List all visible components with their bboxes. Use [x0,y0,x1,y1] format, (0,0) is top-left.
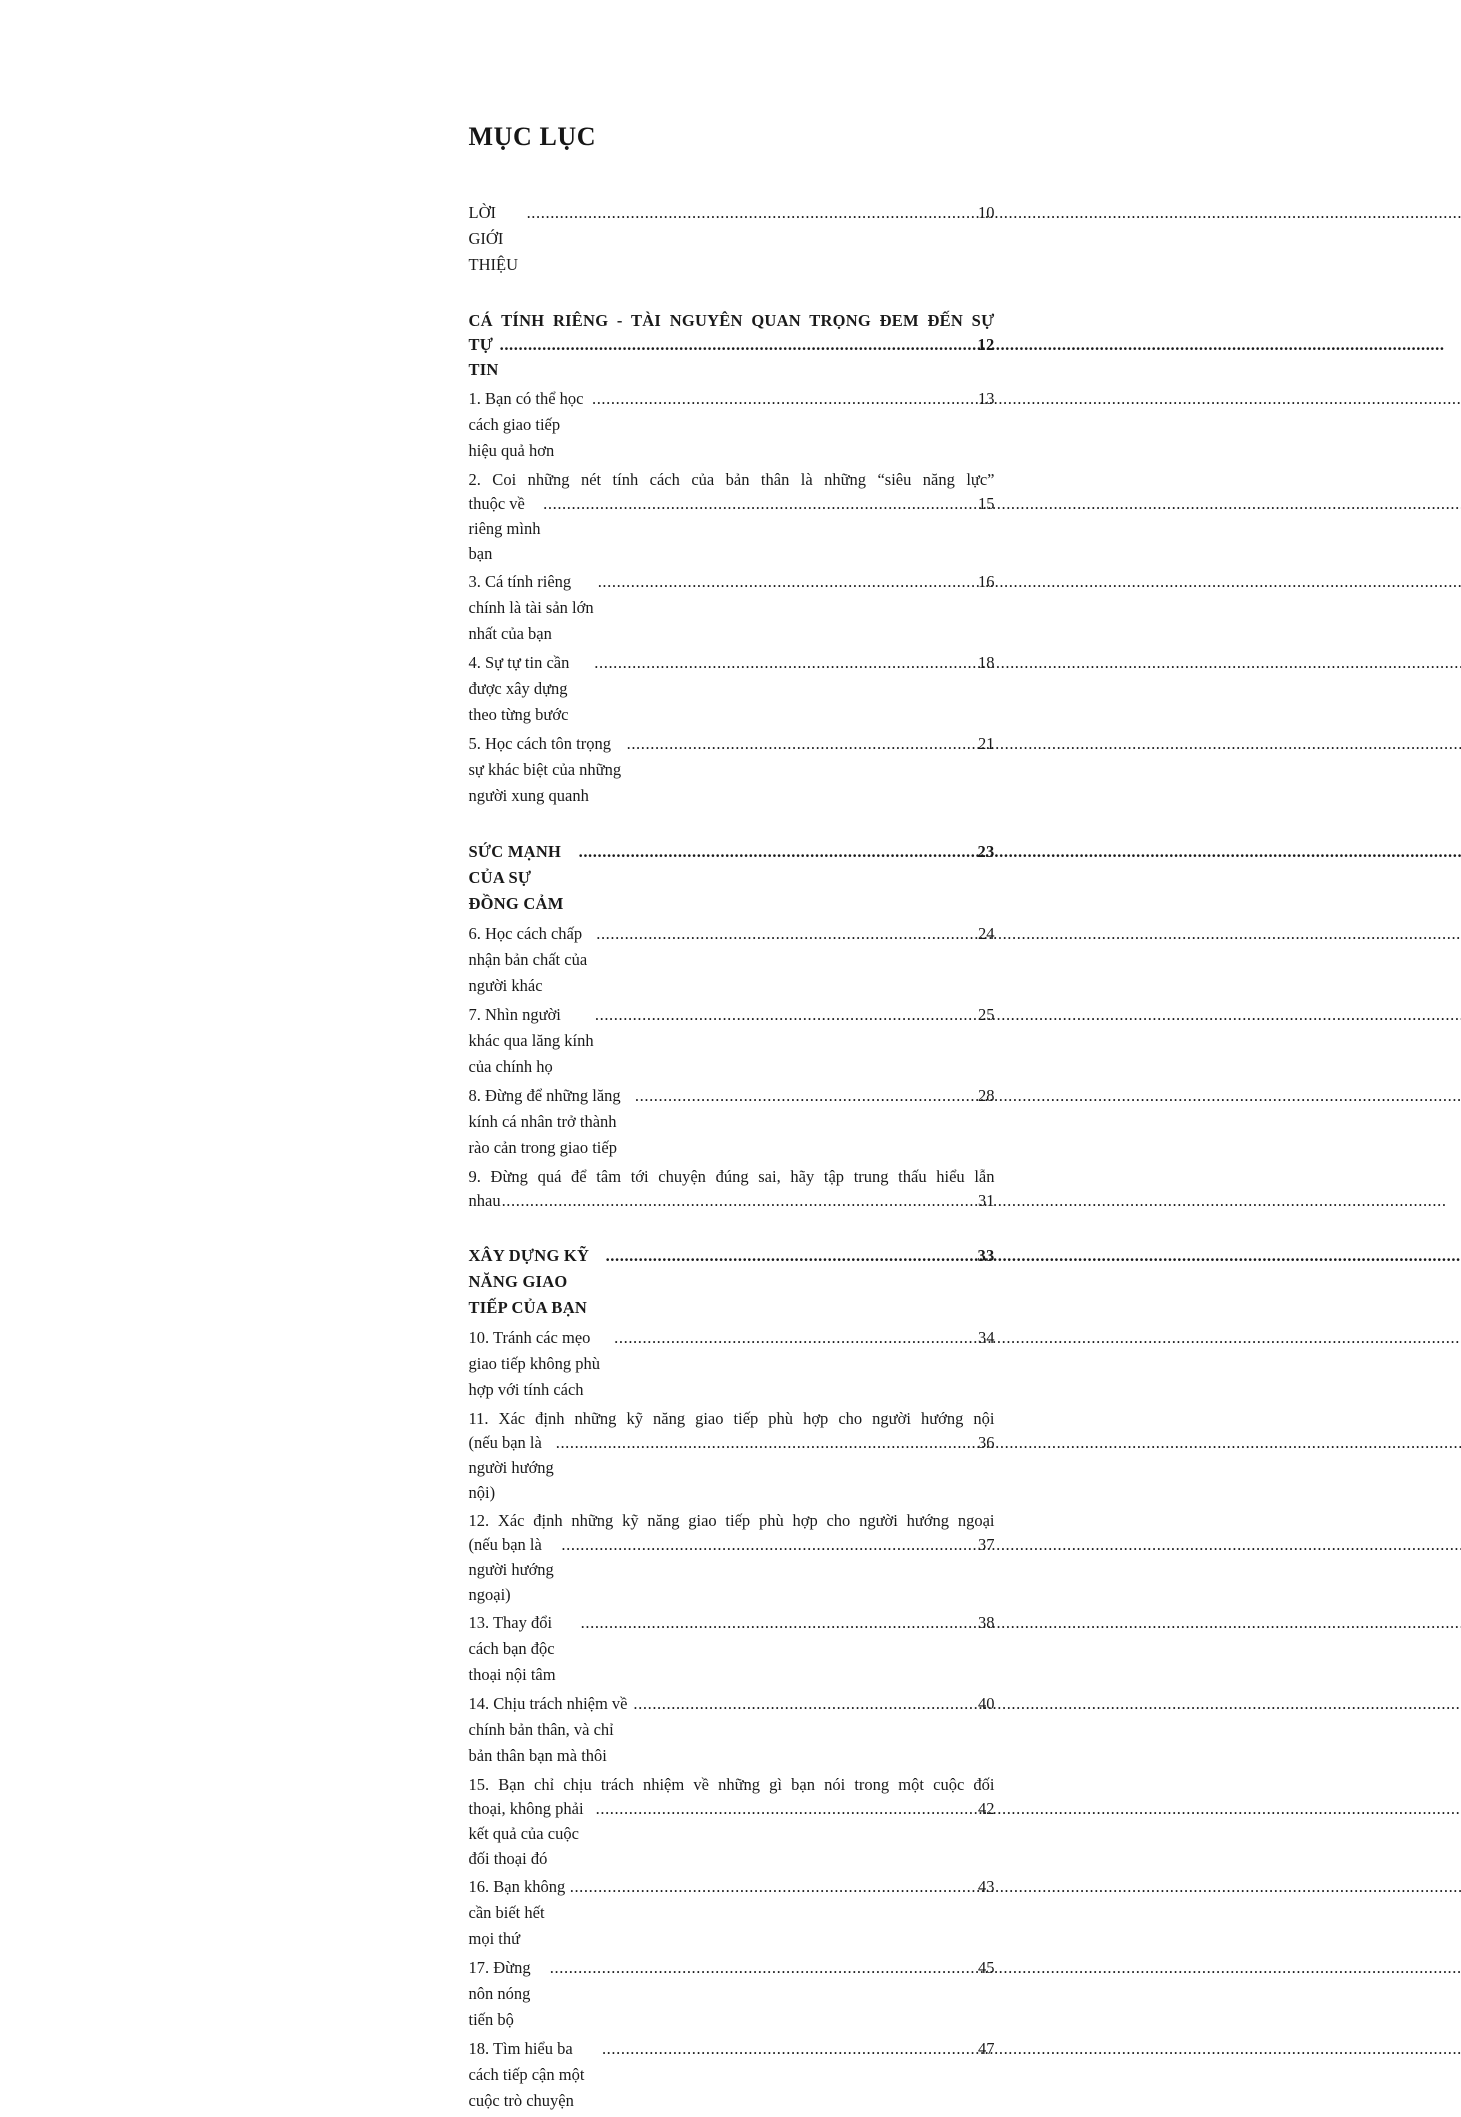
toc-item-label-line2: thuộc về riêng mình bạn [468,494,545,563]
toc-item-entry[interactable] [469,1164,995,1213]
toc-item-label: 7. Nhìn người khác qua lăng kính của chính họ [468,1005,598,1076]
toc-page-number: 45 [978,1958,995,1977]
toc-item-label: 10. Tránh các mẹo giao tiếp không phù hợp với tính cách [468,1328,605,1399]
toc-page-number: 43 [978,1877,995,1896]
dot-leader [596,921,977,947]
toc-item-label-line1: 15. Bạn chỉ chịu trách nhiệm về những gì bạn nói trong một cuộc đối [468,1775,995,1794]
toc-page-number: 40 [978,1694,995,1713]
toc-entry-row [469,1430,995,1505]
toc-entry-row [469,650,995,728]
toc-item-entry[interactable] [469,1325,995,1403]
toc-item-label: LỜI GIỚI THIỆU [468,203,518,274]
toc-page-number: 10 [978,203,995,222]
toc-item-label-line1: 9. Đừng quá để tâm tới chuyện đúng sai, hãy tập trung thấu hiểu lẫn [468,1167,995,1186]
dot-leader [592,386,977,412]
toc-entry-row [469,1691,995,1769]
toc-chapter-label-line2: TỰ TIN [468,335,499,379]
toc-item-label: 14. Chịu trách nhiệm về chính bản thân, và chỉ bản thân bạn mà thôi [468,1694,632,1765]
toc-entry-row [469,2036,995,2114]
toc-item-entry[interactable] [469,1955,995,2033]
toc-item-entry[interactable] [469,1508,995,1607]
toc-item-label: 4. Sự tự tin cần được xây dựng theo từng bước [468,653,574,724]
toc-page-number: 16 [978,572,995,591]
dot-leader [570,1874,977,1900]
toc-entry-row [469,839,995,917]
dot-leader [635,1083,977,1109]
toc-page-number: 34 [978,1328,995,1347]
toc-page-number: 15 [978,494,995,513]
dot-leader [502,1188,977,1213]
toc-chapter-entry[interactable] [469,308,995,382]
toc-entry-row [469,386,995,464]
toc-entry-row [469,332,995,382]
toc-page-number: 42 [978,1799,995,1818]
toc-item-entry[interactable] [469,921,995,999]
toc-item-label: 1. Bạn có thể học cách giao tiếp hiệu quả hơn [468,389,588,460]
dot-leader [595,1002,977,1028]
toc-item-entry[interactable] [469,569,995,647]
toc-page-number: 36 [978,1433,995,1452]
toc-item-entry[interactable] [469,1083,995,1161]
toc-item-entry[interactable] [469,731,995,809]
toc-page-number: 18 [978,653,995,672]
toc-page [357,0,1105,2110]
toc-chapter-label: SỨC MẠNH CỦA SỰ ĐỒNG CẢM [468,842,566,913]
toc-item-label-line1: 2. Coi những nét tính cách của bản thân là những “siêu năng lực” [468,470,995,489]
dot-leader [556,1430,977,1455]
toc-page-number: 12 [977,335,995,354]
dot-leader [627,731,977,757]
toc-item-label-line2: (nếu bạn là người hướng nội) [468,1433,558,1502]
toc-item-label-line1: 11. Xác định những kỹ năng giao tiếp phù hợp cho người hướng nội [468,1409,995,1428]
toc-item-label-line2: thoại, không phải kết quả của cuộc đối thoại đó [468,1799,588,1868]
toc-item-entry[interactable] [469,2036,995,2114]
toc-item-label: 5. Học cách tôn trọng sự khác biệt của những người xung quanh [468,734,626,805]
toc-list [469,200,995,2114]
dot-leader [594,650,977,676]
toc-item-entry[interactable] [469,386,995,464]
toc-item-label-line2: nhau [468,1191,501,1210]
toc-entry-row [469,1532,995,1607]
toc-entry-row [469,1188,995,1213]
toc-item-entry[interactable] [469,1610,995,1688]
toc-item-label: 13. Thay đổi cách bạn độc thoại nội tâm [468,1613,559,1684]
dot-leader [550,1955,977,1981]
toc-item-entry[interactable] [469,1874,995,1952]
toc-item-label-line2: (nếu bạn là người hướng ngoại) [468,1535,558,1604]
toc-chapter-entry[interactable] [469,1243,995,1321]
toc-page-number: 28 [978,1086,995,1105]
toc-entry-row [469,1002,995,1080]
dot-leader [527,200,977,226]
dot-leader [596,1796,977,1821]
toc-item-entry[interactable] [469,467,995,566]
toc-content [469,120,995,2117]
dot-leader [581,1610,977,1636]
toc-page-number: 47 [978,2039,995,2058]
toc-chapter-label: XÂY DỰNG KỸ NĂNG GIAO TIẾP CỦA BẠN [468,1246,594,1317]
toc-entry-row [469,1083,995,1161]
toc-item-label-line1: 12. Xác định những kỹ năng giao tiếp phù hợp cho người hướng ngoại [468,1511,995,1530]
toc-page-number: 25 [978,1005,995,1024]
toc-item-entry[interactable] [469,650,995,728]
toc-entry-row [469,1874,995,1952]
toc-page-number: 37 [978,1535,995,1554]
toc-entry-row [469,1610,995,1688]
toc-item-entry[interactable] [469,1002,995,1080]
toc-page-number: 33 [977,1246,995,1265]
dot-leader [614,1325,977,1351]
dot-leader [561,1532,977,1557]
dot-leader [579,839,977,865]
toc-page-number: 31 [978,1191,995,1210]
toc-page-number: 21 [978,734,995,753]
toc-page-number: 13 [978,389,995,408]
toc-item-entry[interactable] [469,1406,995,1505]
toc-item-label: 6. Học cách chấp nhận bản chất của người khác [468,924,592,995]
toc-item-entry[interactable] [469,1691,995,1769]
toc-entry-row [469,1796,995,1871]
toc-entry-row [469,569,995,647]
dot-leader [543,491,977,516]
toc-entry-row [469,731,995,809]
toc-entry-row [469,1955,995,2033]
toc-entry-row [469,491,995,566]
toc-entry-row [469,1325,995,1403]
toc-entry-row [469,1243,995,1321]
toc-chapter-entry[interactable] [469,839,995,917]
toc-entry-row [469,200,995,278]
toc-page-number: 24 [978,924,995,943]
toc-item-label: 3. Cá tính riêng chính là tài sản lớn nhất của bạn [468,572,598,643]
page-title: MỤC LỤC [468,122,597,151]
toc-chapter-label-line1: CÁ TÍNH RIÊNG - TÀI NGUYÊN QUAN TRỌNG ĐEM ĐẾN SỰ [468,311,995,330]
toc-item-label: 8. Đừng để những lăng kính cá nhân trở thành rào cản trong giao tiếp [468,1086,625,1157]
toc-item-label: 16. Bạn không cần biết hết mọi thứ [468,1877,570,1948]
dot-leader [602,2036,977,2062]
dot-leader [606,1243,977,1269]
dot-leader [598,569,977,595]
toc-page-number: 23 [977,842,995,861]
toc-item-label: 17. Đừng nôn nóng tiến bộ [468,1958,535,2029]
dot-leader [500,332,977,357]
toc-page-number: 38 [978,1613,995,1632]
dot-leader [633,1691,977,1717]
toc-item-entry[interactable] [469,200,995,278]
toc-item-label: 18. Tìm hiểu ba cách tiếp cận một cuộc trò chuyện [468,2039,589,2110]
toc-item-entry[interactable] [469,1772,995,1871]
toc-entry-row [469,921,995,999]
